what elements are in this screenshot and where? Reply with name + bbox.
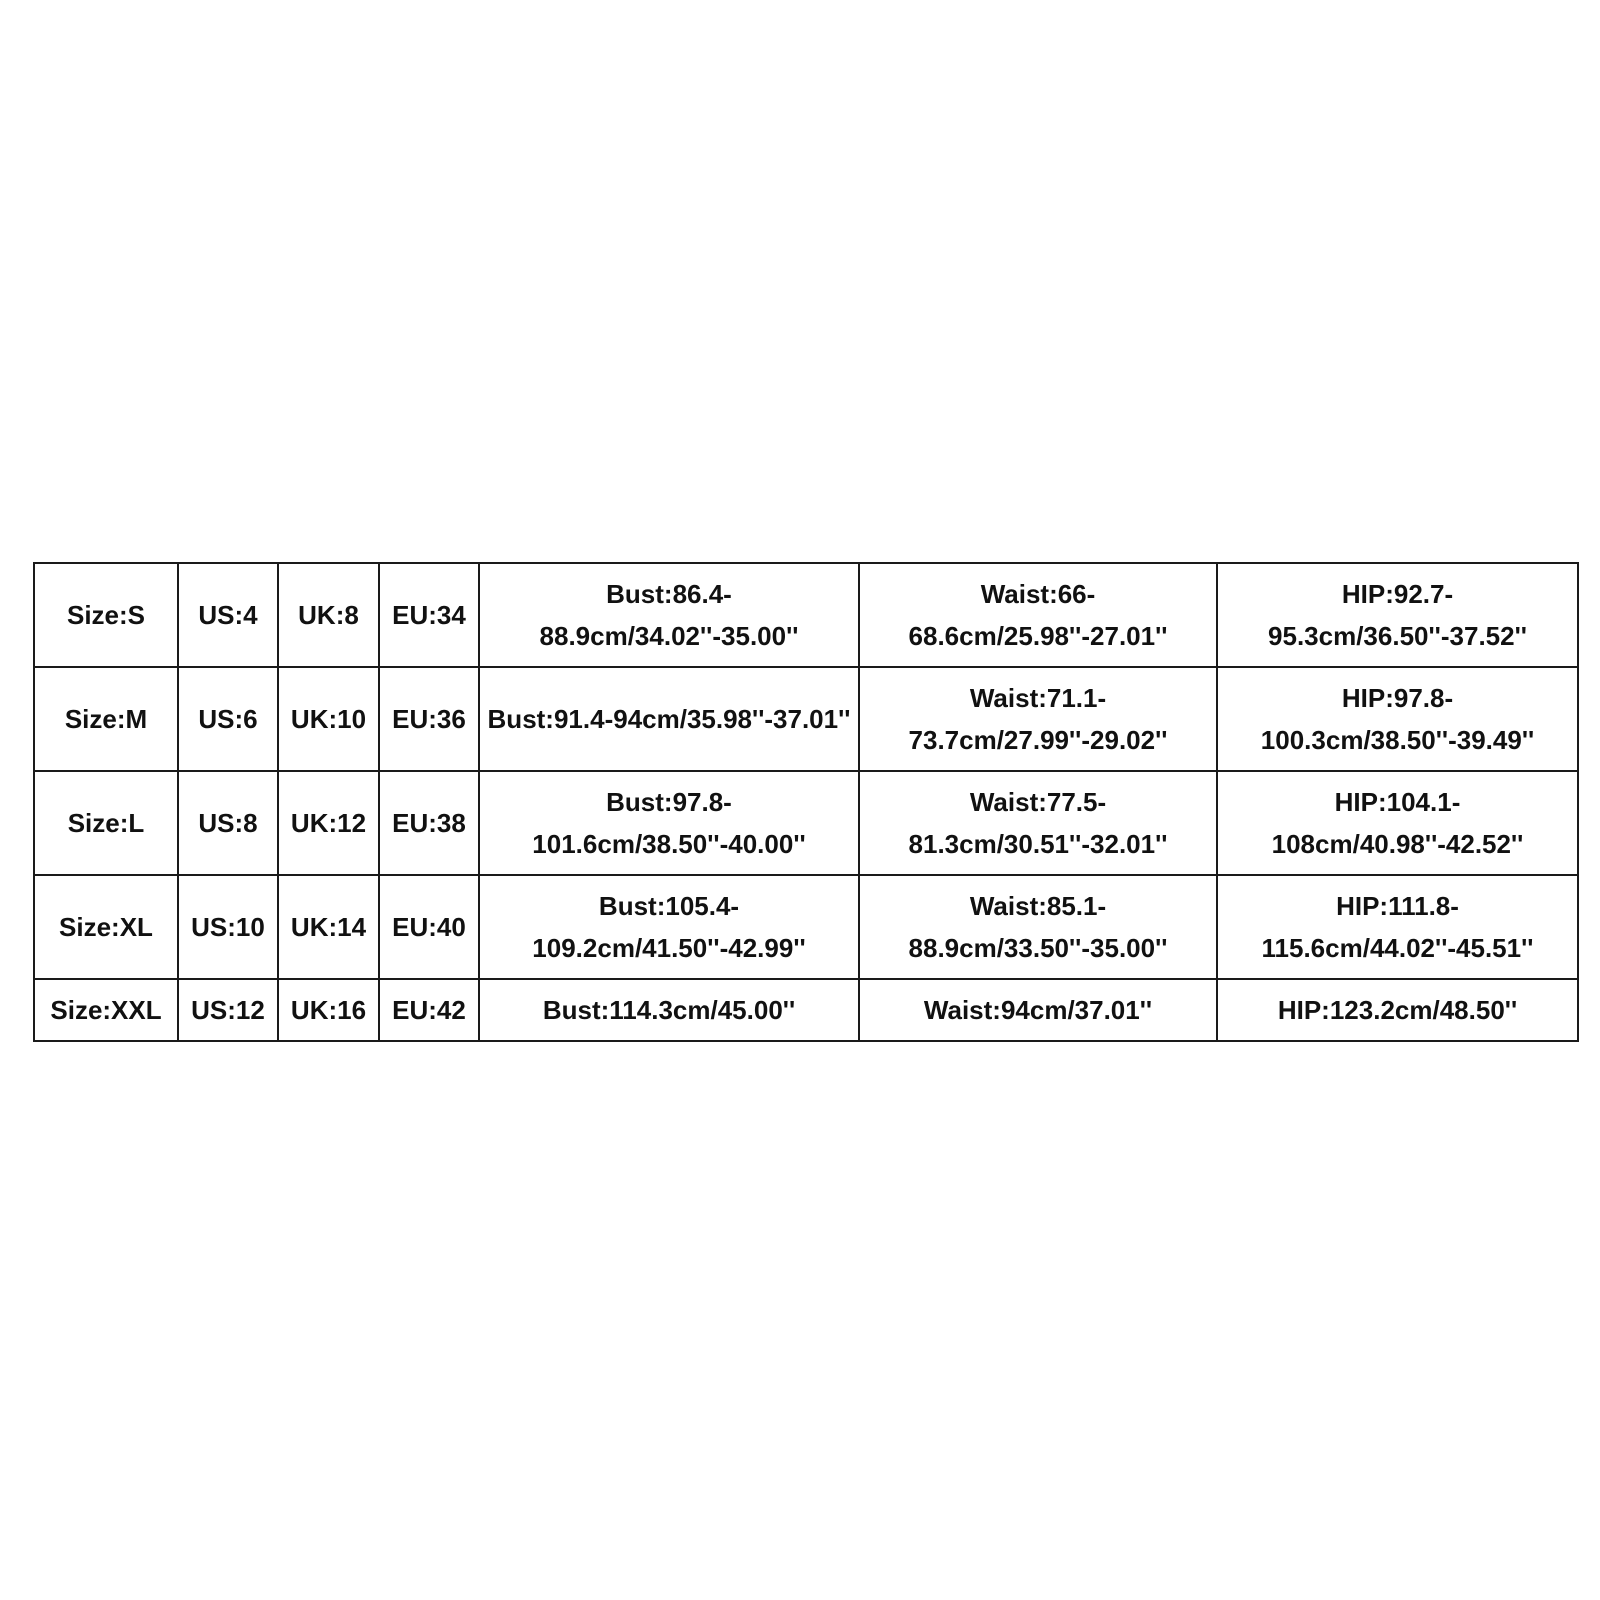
uk-size-cell: UK:12 — [278, 771, 379, 875]
size-chart-table — [33, 562, 1579, 1042]
waist-cell: Waist:85.1-88.9cm/33.50''-35.00'' — [859, 875, 1217, 979]
us-size-cell: US:12 — [178, 979, 278, 1041]
size-cell: Size:S — [34, 563, 178, 667]
table-row-size-l — [34, 771, 1578, 875]
eu-size-cell: EU:34 — [379, 563, 479, 667]
eu-size-cell: EU:38 — [379, 771, 479, 875]
hip-cell: HIP:97.8-100.3cm/38.50''-39.49'' — [1217, 667, 1578, 771]
uk-size-cell: UK:10 — [278, 667, 379, 771]
us-size-cell: US:6 — [178, 667, 278, 771]
size-cell: Size:XXL — [34, 979, 178, 1041]
bust-cell: Bust:86.4-88.9cm/34.02''-35.00'' — [479, 563, 859, 667]
uk-size-cell: UK:16 — [278, 979, 379, 1041]
uk-size-cell: UK:8 — [278, 563, 379, 667]
bust-cell: Bust:114.3cm/45.00'' — [479, 979, 859, 1041]
table-row-size-m — [34, 667, 1578, 771]
table-row-size-xxl — [34, 979, 1578, 1041]
hip-cell: HIP:123.2cm/48.50'' — [1217, 979, 1578, 1041]
waist-cell: Waist:71.1-73.7cm/27.99''-29.02'' — [859, 667, 1217, 771]
bust-cell: Bust:91.4-94cm/35.98''-37.01'' — [479, 667, 859, 771]
waist-cell: Waist:66-68.6cm/25.98''-27.01'' — [859, 563, 1217, 667]
eu-size-cell: EU:40 — [379, 875, 479, 979]
waist-cell: Waist:77.5-81.3cm/30.51''-32.01'' — [859, 771, 1217, 875]
table-row-size-s — [34, 563, 1578, 667]
eu-size-cell: EU:36 — [379, 667, 479, 771]
size-cell: Size:XL — [34, 875, 178, 979]
table-row-size-xl — [34, 875, 1578, 979]
us-size-cell: US:10 — [178, 875, 278, 979]
us-size-cell: US:4 — [178, 563, 278, 667]
bust-cell: Bust:105.4-109.2cm/41.50''-42.99'' — [479, 875, 859, 979]
us-size-cell: US:8 — [178, 771, 278, 875]
bust-cell: Bust:97.8-101.6cm/38.50''-40.00'' — [479, 771, 859, 875]
uk-size-cell: UK:14 — [278, 875, 379, 979]
hip-cell: HIP:111.8-115.6cm/44.02''-45.51'' — [1217, 875, 1578, 979]
size-cell: Size:L — [34, 771, 178, 875]
hip-cell: HIP:92.7-95.3cm/36.50''-37.52'' — [1217, 563, 1578, 667]
hip-cell: HIP:104.1-108cm/40.98''-42.52'' — [1217, 771, 1578, 875]
size-cell: Size:M — [34, 667, 178, 771]
eu-size-cell: EU:42 — [379, 979, 479, 1041]
waist-cell: Waist:94cm/37.01'' — [859, 979, 1217, 1041]
